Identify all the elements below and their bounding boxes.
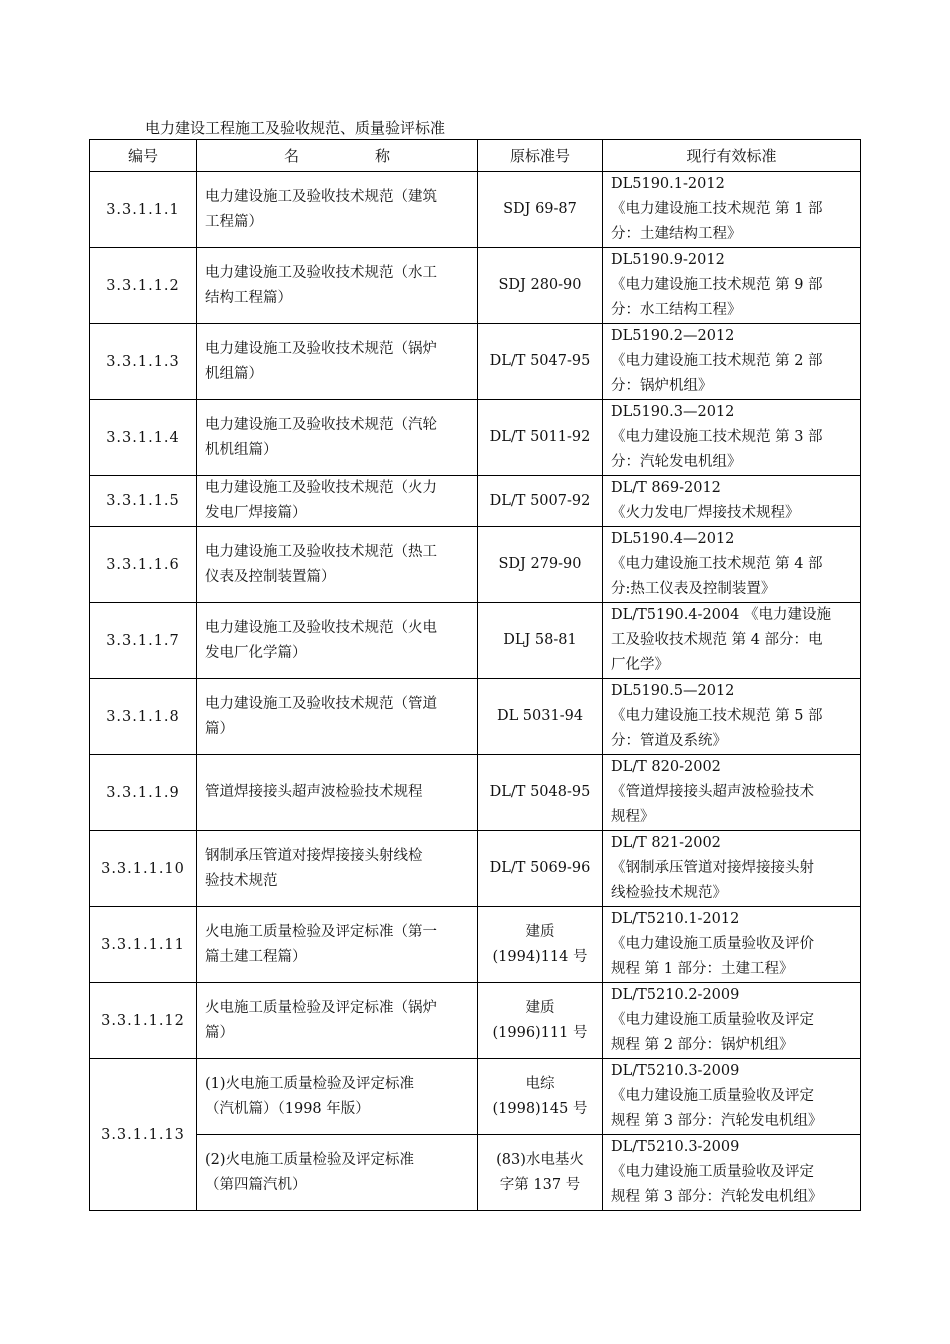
row-name-line: (1)火电施工质量检验及评定标准	[205, 1075, 415, 1092]
table-row	[90, 527, 861, 603]
row-name-line: 电力建设施工及验收技术规范（建筑	[205, 188, 437, 205]
row-number: 3.3.1.1.2	[90, 248, 197, 324]
row-current-standard-line: 分:热工仪表及控制装置》	[611, 581, 776, 597]
row-original-standard-line: DL/T 5047-95	[489, 353, 591, 369]
row-current-standard-line: 规程 第 1 部分：土建工程》	[611, 961, 794, 977]
row-original-standard-line: 电综	[525, 1075, 555, 1092]
row-name	[197, 1059, 478, 1135]
table-row	[90, 679, 861, 755]
row-current-standard	[603, 755, 861, 831]
row-name-line: 仪表及控制装置篇）	[205, 568, 336, 585]
row-current-standard	[603, 603, 861, 679]
row-original-standard	[478, 603, 603, 679]
row-original-standard	[478, 755, 603, 831]
row-original-standard-line: (1998)145 号	[492, 1100, 588, 1117]
table-row	[90, 907, 861, 983]
row-original-standard-line: DL 5031-94	[496, 708, 584, 724]
row-original-standard	[478, 172, 603, 248]
row-current-standard-line: DL5190.5—2012	[611, 683, 735, 699]
row-name-line: 电力建设施工及验收技术规范（水工	[205, 264, 437, 281]
row-current-standard-line: DL5190.3—2012	[611, 404, 735, 420]
standards-table	[89, 139, 861, 1211]
row-current-standard-line: 《电力建设施工质量验收及评定	[611, 1088, 814, 1104]
row-original-standard	[478, 1059, 603, 1135]
table-body	[90, 172, 861, 1211]
row-number: 3.3.1.1.5	[90, 476, 197, 527]
row-current-standard	[603, 248, 861, 324]
row-original-standard	[478, 324, 603, 400]
row-current-standard-line: 《电力建设施工技术规范 第 9 部	[611, 277, 823, 293]
row-number: 3.3.1.1.13	[90, 1059, 197, 1211]
row-original-standard-line: SDJ 69-87	[503, 201, 577, 217]
row-name-line: （汽机篇）（1998 年版）	[205, 1100, 370, 1117]
row-original-standard	[478, 527, 603, 603]
header-current: 现行有效标准	[603, 140, 861, 172]
row-name-line: (2)火电施工质量检验及评定标准	[205, 1151, 415, 1168]
row-current-standard	[603, 983, 861, 1059]
row-name-line: 发电厂化学篇）	[205, 644, 307, 661]
row-original-standard	[478, 248, 603, 324]
table-row	[90, 983, 861, 1059]
row-original-standard-line: 建质	[525, 999, 555, 1016]
row-original-standard-line: DL/T 5048-95	[489, 784, 591, 800]
row-current-standard-line: DL/T5210.2-2009	[611, 987, 740, 1003]
row-current-standard-line: 线检验技术规范》	[611, 885, 727, 901]
row-current-standard-line: DL/T 820-2002	[611, 759, 721, 775]
row-current-standard-line: 《电力建设施工质量验收及评定	[611, 1164, 814, 1180]
row-name-line: 电力建设施工及验收技术规范（管道	[205, 695, 437, 712]
row-number: 3.3.1.1.6	[90, 527, 197, 603]
row-name-line: 电力建设施工及验收技术规范（热工	[205, 543, 437, 560]
row-original-standard-line: 建质	[525, 923, 555, 940]
row-name	[197, 755, 478, 831]
row-name	[197, 1135, 478, 1211]
row-current-standard-line: 《钢制承压管道对接焊接接头射	[611, 860, 814, 876]
header-name-char-2: 称	[375, 147, 391, 165]
table-row	[90, 603, 861, 679]
header-name-char-1: 名	[283, 147, 299, 165]
row-number: 3.3.1.1.8	[90, 679, 197, 755]
row-current-standard-line: 工及验收技术规范 第 4 部分：电	[611, 632, 823, 648]
row-number: 3.3.1.1.12	[90, 983, 197, 1059]
row-original-standard	[478, 1135, 603, 1211]
row-original-standard-line: (1996)111 号	[492, 1024, 588, 1041]
row-original-standard-line: SDJ 280-90	[498, 277, 582, 293]
row-original-standard	[478, 400, 603, 476]
row-name-line: 工程篇）	[205, 213, 263, 230]
row-name	[197, 172, 478, 248]
row-current-standard-line: 《火力发电厂焊接技术规程》	[611, 505, 800, 521]
row-current-standard-line: DL5190.1-2012	[611, 176, 725, 192]
row-number: 3.3.1.1.1	[90, 172, 197, 248]
row-number: 3.3.1.1.3	[90, 324, 197, 400]
table-row	[90, 831, 861, 907]
row-original-standard-line: 字第 137 号	[499, 1176, 581, 1193]
row-name-line: 发电厂焊接篇）	[205, 505, 307, 521]
row-current-standard-line: 《电力建设施工技术规范 第 2 部	[611, 353, 823, 369]
row-current-standard-line: 规程 第 3 部分：汽轮发电机组》	[611, 1189, 823, 1205]
row-current-standard	[603, 476, 861, 527]
row-current-standard	[603, 1135, 861, 1211]
row-name-line: 电力建设施工及验收技术规范（火力	[205, 480, 437, 496]
row-original-standard-line: DLJ 58-81	[503, 632, 577, 648]
row-current-standard	[603, 527, 861, 603]
row-name	[197, 907, 478, 983]
row-current-standard-line: 分：管道及系统》	[611, 733, 727, 749]
row-number: 3.3.1.1.4	[90, 400, 197, 476]
row-number: 3.3.1.1.11	[90, 907, 197, 983]
row-name	[197, 831, 478, 907]
row-current-standard-line: DL/T5190.4-2004 《电力建设施	[611, 607, 831, 623]
table-row	[90, 755, 861, 831]
row-name-line: 结构工程篇）	[205, 289, 292, 306]
row-number: 3.3.1.1.7	[90, 603, 197, 679]
row-name	[197, 603, 478, 679]
row-name-line: 火电施工质量检验及评定标准（锅炉	[205, 999, 437, 1016]
table-header-row	[90, 140, 861, 172]
row-current-standard-line: 厂化学》	[611, 657, 669, 673]
row-current-standard-line: 《电力建设施工技术规范 第 4 部	[611, 556, 823, 572]
row-current-standard-line: DL/T 821-2002	[611, 835, 721, 851]
row-current-standard	[603, 831, 861, 907]
row-current-standard-line: 《管道焊接接头超声波检验技术	[611, 784, 814, 800]
row-name-line: 篇土建工程篇）	[205, 948, 307, 965]
row-original-standard-line: (83)水电基火	[496, 1151, 584, 1168]
table-row	[90, 400, 861, 476]
header-original: 原标准号	[478, 140, 603, 172]
row-original-standard-line: DL/T 5007-92	[489, 492, 591, 509]
row-current-standard-line: 《电力建设施工技术规范 第 3 部	[611, 429, 823, 445]
row-name-line: 机机组篇）	[205, 441, 278, 458]
row-current-standard-line: DL/T 869-2012	[611, 480, 721, 496]
row-current-standard-line: 分：汽轮发电机组》	[611, 454, 742, 470]
row-current-standard-line: DL5190.9-2012	[611, 252, 725, 268]
table-row	[90, 476, 861, 527]
row-current-standard-line: DL5190.4—2012	[611, 531, 735, 547]
row-number: 3.3.1.1.9	[90, 755, 197, 831]
row-original-standard-line: (1994)114 号	[492, 948, 588, 965]
row-name-line: 管道焊接接头超声波检验技术规程	[205, 784, 423, 800]
row-current-standard-line: DL5190.2—2012	[611, 328, 735, 344]
row-current-standard	[603, 172, 861, 248]
row-name-line: 机组篇）	[205, 365, 263, 382]
row-current-standard-line: 分：土建结构工程》	[611, 226, 742, 242]
row-name-line: 篇）	[205, 1024, 234, 1041]
table-row	[90, 1135, 861, 1211]
row-name	[197, 476, 478, 527]
row-name	[197, 324, 478, 400]
row-name-line: 验技术规范	[205, 872, 278, 889]
row-name	[197, 248, 478, 324]
header-name	[197, 140, 478, 172]
row-current-standard-line: DL/T5210.1-2012	[611, 911, 740, 927]
row-original-standard-line: SDJ 279-90	[498, 556, 582, 572]
row-current-standard	[603, 1059, 861, 1135]
row-original-standard-line: DL/T 5069-96	[489, 860, 591, 876]
row-original-standard-line: DL/T 5011-92	[489, 429, 591, 445]
table-row	[90, 172, 861, 248]
row-name-line: （第四篇汽机）	[205, 1176, 307, 1193]
row-current-standard-line: DL/T5210.3-2009	[611, 1063, 740, 1079]
row-name-line: 电力建设施工及验收技术规范（汽轮	[205, 416, 437, 433]
row-current-standard-line: 《电力建设施工技术规范 第 1 部	[611, 201, 823, 217]
row-name-line: 火电施工质量检验及评定标准（第一	[205, 923, 437, 940]
row-current-standard	[603, 907, 861, 983]
row-current-standard-line: 《电力建设施工质量验收及评定	[611, 1012, 814, 1028]
row-number: 3.3.1.1.10	[90, 831, 197, 907]
document-title: 电力建设工程施工及验收规范、质量验评标准	[145, 119, 446, 137]
row-name-line: 篇）	[205, 720, 234, 737]
row-name-line: 钢制承压管道对接焊接接头射线检	[205, 847, 423, 864]
row-original-standard	[478, 907, 603, 983]
row-original-standard	[478, 476, 603, 527]
row-current-standard-line: DL/T5210.3-2009	[611, 1139, 740, 1155]
row-current-standard-line: 规程 第 3 部分：汽轮发电机组》	[611, 1113, 823, 1129]
row-current-standard	[603, 324, 861, 400]
row-name-line: 电力建设施工及验收技术规范（锅炉	[205, 340, 437, 357]
row-original-standard	[478, 679, 603, 755]
table-row	[90, 1059, 861, 1135]
table-row	[90, 324, 861, 400]
row-current-standard-line: 规程》	[611, 809, 655, 825]
row-original-standard	[478, 831, 603, 907]
row-name-line: 电力建设施工及验收技术规范（火电	[205, 619, 437, 636]
row-current-standard-line: 分：锅炉机组》	[611, 378, 713, 394]
row-name	[197, 679, 478, 755]
row-name	[197, 527, 478, 603]
row-original-standard	[478, 983, 603, 1059]
row-current-standard-line: 《电力建设施工质量验收及评价	[611, 936, 814, 952]
header-no: 编号	[90, 140, 197, 172]
row-current-standard	[603, 679, 861, 755]
row-name	[197, 400, 478, 476]
row-name	[197, 983, 478, 1059]
row-current-standard	[603, 400, 861, 476]
table-row	[90, 248, 861, 324]
row-current-standard-line: 分：水工结构工程》	[611, 302, 742, 318]
row-current-standard-line: 《电力建设施工技术规范 第 5 部	[611, 708, 823, 724]
row-current-standard-line: 规程 第 2 部分：锅炉机组》	[611, 1037, 794, 1053]
